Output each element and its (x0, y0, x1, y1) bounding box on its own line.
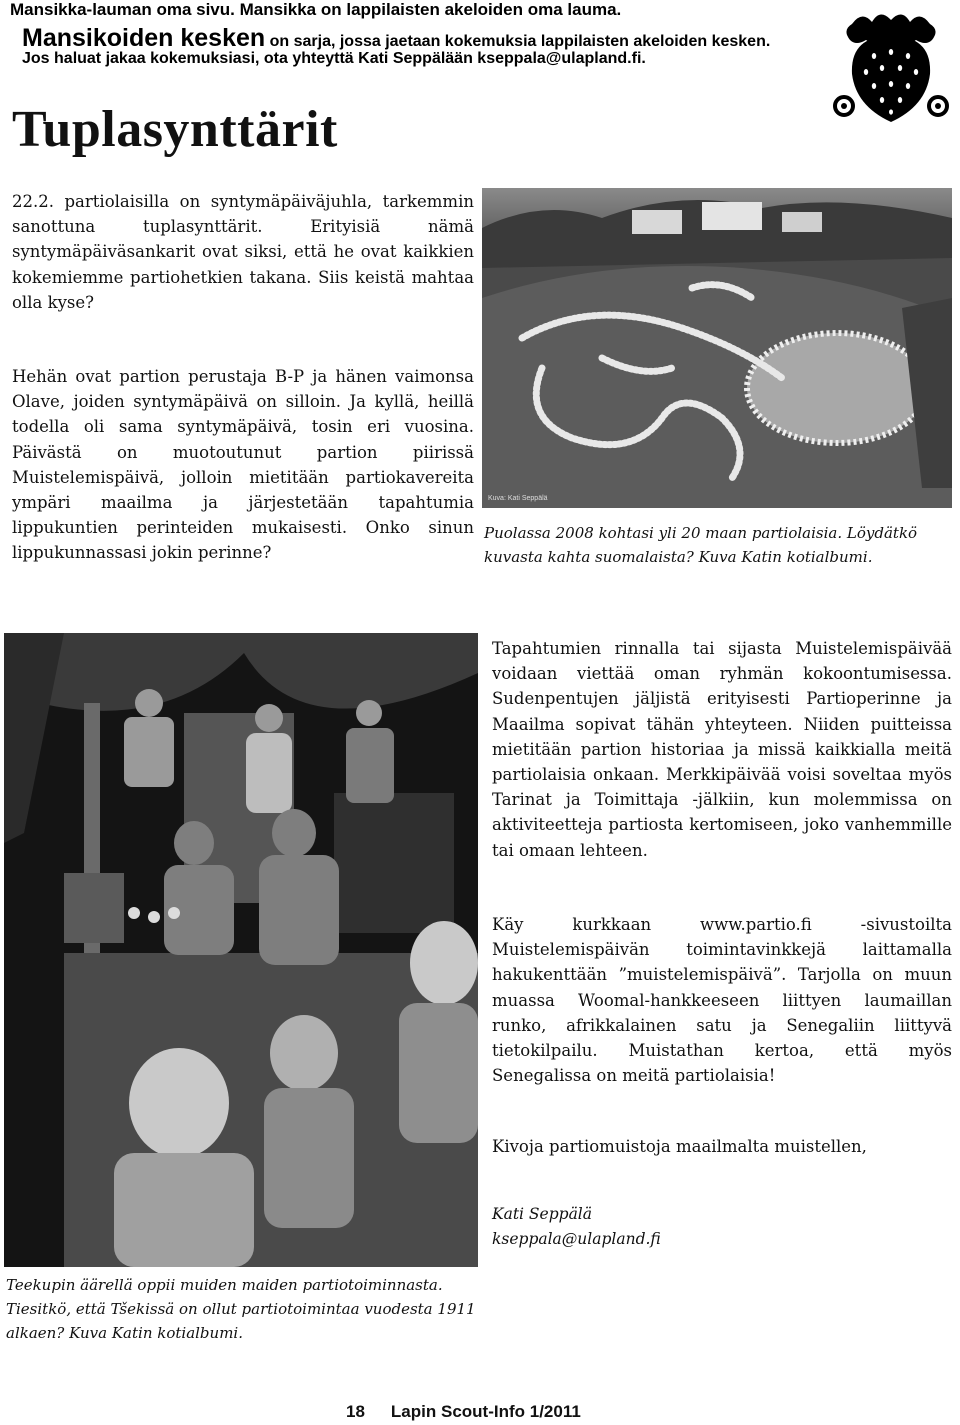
photo-tent-gathering (4, 633, 478, 1267)
photo-scouts-aerial (482, 188, 952, 508)
header-line-3: Jos haluat jakaa kokemuksiasi, ota yhteyttä Kati Seppälään kseppala@ulapland.fi. (22, 50, 646, 67)
publication-name: Lapin Scout-Info 1/2011 (390, 1402, 581, 1421)
article-title: Tuplasynttärit (12, 101, 338, 158)
paragraph-intro: 22.2. partiolaisilla on syntymäpäiväjuhla, tarkemmin sanottuna tuplasynttärit. Erityisiä nämä syntymäpäiväsankarit ovat siksi, että he ovat kaikkien kokemiemme partiohetkien takana. Siis keistä mahtaa olla kyse? (12, 192, 474, 312)
paragraph-website-tips: Käy kurkkaan www.partio.fi -sivustoilta Muistelemispäivän toimintavinkkejä laittamalla hakukenttään ”muistelemispäivä”. Tarjolla on muun muassa Woomal-hankkeeseen liittyen laumaillan runko, afrikkalainen satu ja Senegaliin liittyvä tietokilpailu. Muistathan kertoa, että myös Senegalissa on meitä partiolaisia! (492, 915, 952, 1086)
series-description: on sarja, jossa jaetaan kokemuksia lappilaisten akeloiden kesken. (265, 33, 771, 50)
photo-credit: Kuva: Kati Seppälä (488, 495, 548, 502)
page-number: 18 (346, 1402, 365, 1421)
series-name: Mansikoiden kesken (22, 24, 266, 52)
header-line-2 (22, 24, 770, 53)
paragraph-history: Hehän ovat partion perustaja B-P ja hänen vaimonsa Olave, joiden syntymäpäivä on silloin. Ja kyllä, heillä todella oli sama syntymäpäivä, tosin eri vuosina. Päivästä on muotoutunut partion piirissä Muistelemispäivä, jolloin mietitään partiokavereita ympäri maailma ja järjestetään tapahtumia lippukuntien perinteiden mukaisesti. Onko sinun lippukunnassasi jokin perinne? (12, 367, 474, 563)
signature (492, 1202, 661, 1252)
caption-top-photo: Puolassa 2008 kohtasi yli 20 maan partiolaisia. Löydätkö kuvasta kahta suomalaista? Kuva Katin kotialbumi. (484, 524, 918, 566)
page-footer (346, 1402, 581, 1422)
paragraph-closing: Kivoja partiomuistoja maailmalta muistellen, (492, 1137, 867, 1156)
signature-name: Kati Seppälä (492, 1205, 593, 1223)
caption-bottom-photo: Teekupin äärellä oppii muiden maiden partiotoiminnasta. Tiesitkö, että Tšekissä on ollut partiotoimintaa vuodesta 1911 alkaen? Kuva Katin kotialbumi. (6, 1276, 476, 1342)
strawberry-emblem-icon (832, 6, 950, 124)
header-line-1: Mansikka-lauman oma sivu. Mansikka on lappilaisten akeloiden oma lauma. (10, 0, 622, 19)
signature-email: kseppala@ulapland.fi (492, 1230, 661, 1248)
paragraph-celebration-ideas: Tapahtumien rinnalla tai sijasta Muistelemispäivää voidaan viettää oman ryhmän kokoontumisessa. Sudenpentujen jäljistä erityisesti Partioperinne ja Maailma sopivat tähän yhteyteen. Niiden puitteissa mietitään partion historiaa ja missä kaikkialla meitä partiolaisia onkaan. Merkkipäivää voisi soveltaa myös Tarinat ja Toimittaja -jälkiin, kun molemmissa on aktiviteetteja partiosta kertomiseen, joko vanhemmille tai omaan lehteen. (492, 639, 952, 860)
